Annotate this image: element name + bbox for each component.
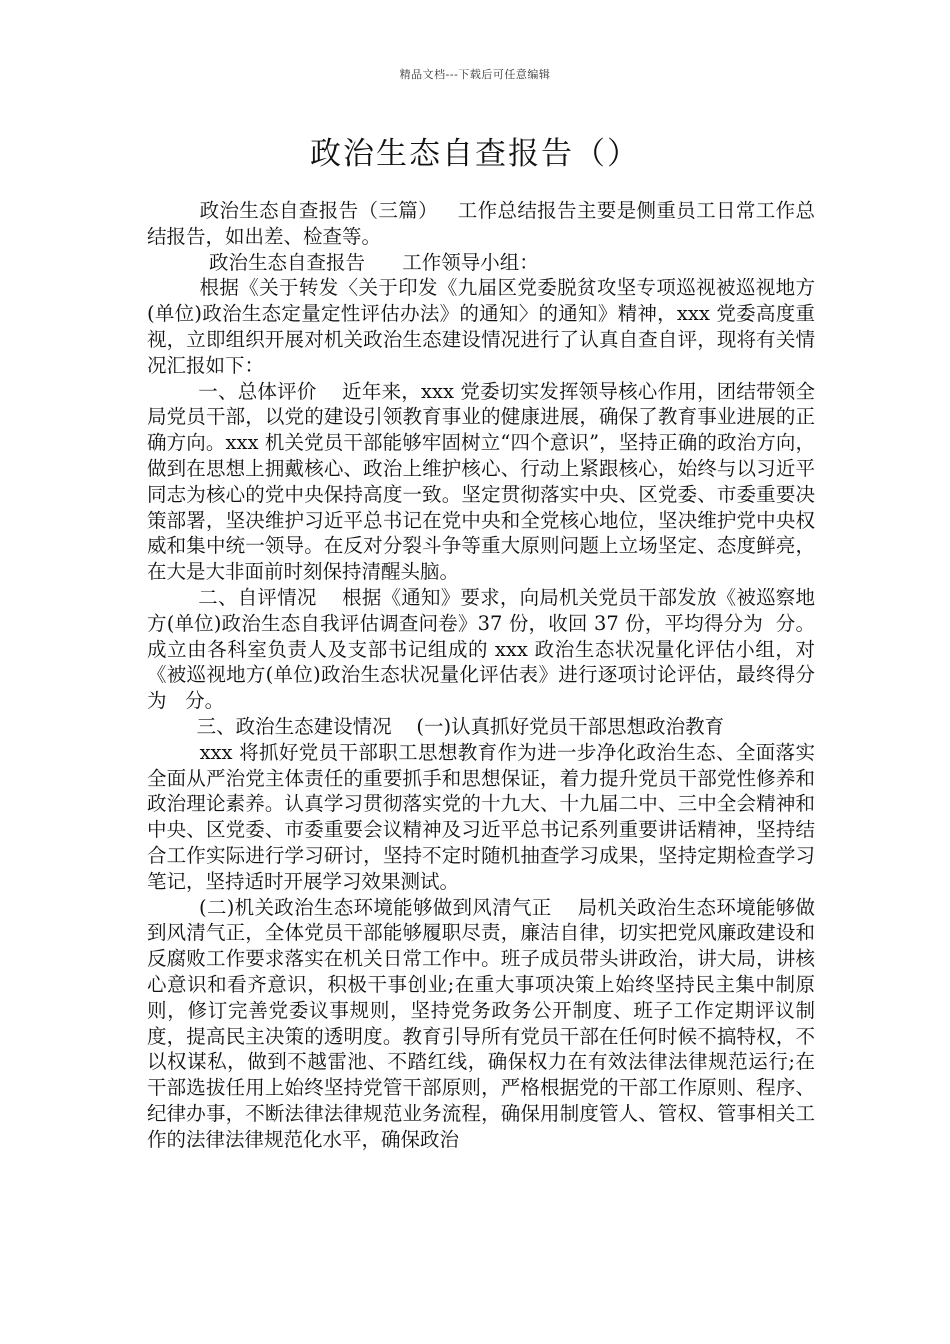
paragraph-overall-evaluation: 一、总体评价 近年来，xxx 党委切实发挥领导核心作用，团结带领全局党员干部，以党的建设引领教育事业的健康进展，确保了教育事业进展的正确方向。xxx 机关党员干部能够牢固树立“四个意识”，坚持正确的政治方向，做到在思想上拥戴核心、政治上维护核心、行动上紧跟核心，始终与以习近平同志为核心的党中央保持高度一致。坚定贯彻落实中央、区党委、市委重要决策部署，坚决维护习近平总书记在党中央和全党核心地位，坚决维护党中央权威和集中统一领导。在反对分裂斗争等重大原则问题上立场坚定、态度鲜亮，在大是大非面前时刻保持清醒头脑。: [147, 379, 815, 584]
paragraph-ideological-education: xxx 将抓好党员干部职工思想教育作为进一步净化政治生态、全面落实全面从严治党主体责任的重要抓手和思想保证，着力提升党员干部党性修养和政治理论素养。认真学习贯彻落实党的十九大、十九届二中、三中全会精神和中央、区党委、市委重要会议精神及习近平总书记系列重要讲话精神，坚持结合工作实际进行学习研讨，坚持不定时随机抽查学习成果，坚持定期检查学习笔记，坚持适时开展学习效果测试。: [147, 740, 815, 893]
paragraph-subtitle: 政治生态自查报告 工作领导小组：: [147, 250, 539, 274]
paragraph-political-environment: (二)机关政治生态环境能够做到风清气正 局机关政治生态环境能够做到风清气正，全体党员干部能够履职尽责，廉洁自律，切实把党风廉政建设和反腐败工作要求落实在机关日常工作中。班子成员带头讲政治，讲大局，讲核心意识和看齐意识，积极干事创业;在重大事项决策上始终坚持民主集中制原则，修订完善党委议事规则，坚持党务政务公开制度、班子工作定期评议制度，提高民主决策的透明度。教育引导所有党员干部在任何时候不搞特权，不以权谋私，做到不越雷池、不踏红线，确保权力在有效法律法律规范运行;在干部选拔任用上始终坚持党管干部原则，严格根据党的干部工作原则、程序、纪律办事，不断法律法律规范业务流程，确保用制度管人、管权、管事相关工作的法律法律规范化水平，确保政治: [147, 895, 815, 1151]
paragraph-basis: 根据《关于转发〈关于印发《九届区党委脱贫攻坚专项巡视被巡视地方(单位)政治生态定量定性评估办法》的通知〉的通知》精神，xxx 党委高度重视，立即组织开展对机关政治生态建设情况进行了认真自查自评，现将有关情况汇报如下：: [147, 276, 815, 377]
paragraph-section-three-heading: 三、政治生态建设情况 (一)认真抓好党员干部思想政治教育: [147, 714, 725, 738]
paragraph-self-evaluation: 二、自评情况 根据《通知》要求，向局机关党员干部发放《被巡察地方(单位)政治生态自我评估调查问卷》37 份，收回 37 份，平均得分为 分。成立由各科室负责人及支部书记组成的 xxx 政治生态状况量化评估小组，对《被巡视地方(单位)政治生态状况量化评估表》进行逐项讨论评估，最终得分为 分。: [147, 585, 816, 713]
document-body: [147, 198, 815, 1152]
header-note: 精品文档---下载后可任意编辑: [399, 68, 551, 81]
document-title: 政治生态自查报告（）: [310, 136, 640, 172]
paragraph-intro: 政治生态自查报告（三篇） 工作总结报告主要是侧重员工日常工作总结报告，如出差、检查等。: [147, 199, 815, 248]
